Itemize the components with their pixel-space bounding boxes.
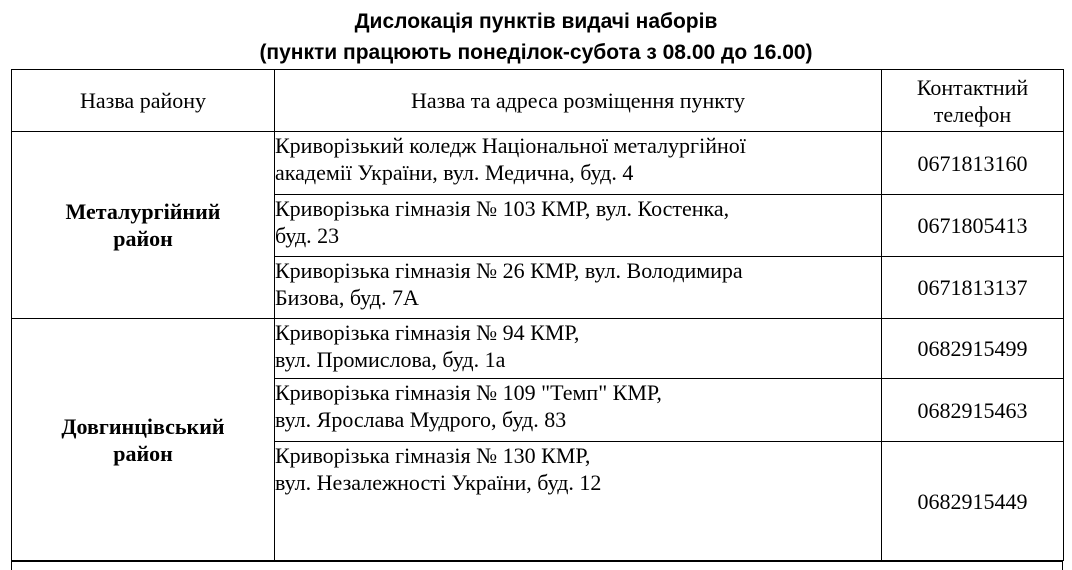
address-line2: вул. Ярослава Мудрого, буд. 83 (275, 407, 567, 432)
address-line1: Криворізька гімназія № 103 КМР, вул. Костенка, (275, 196, 730, 221)
address-cell (275, 319, 882, 379)
table-row (12, 319, 1064, 379)
phone-cell: 0682915463 (882, 379, 1064, 442)
address-line1: Криворізька гімназія № 109 "Темп" КМР, (275, 380, 662, 405)
page-subtitle: (пункти працюють понеділок-субота з 08.00 до 16.00) (259, 41, 813, 64)
phone-cell: 0682915449 (882, 442, 1064, 561)
district-name-line1: Металургійний (65, 199, 221, 224)
address-line2: буд. 23 (275, 223, 340, 248)
address-line2: Бизова, буд. 7А (275, 285, 419, 310)
next-table-border-left (11, 561, 12, 570)
address-cell (275, 195, 882, 257)
phone-cell: 0671805413 (882, 195, 1064, 257)
distribution-points-table (11, 69, 1064, 561)
district-name-line2: район (113, 226, 173, 251)
header-row (12, 70, 1064, 132)
header-district: Назва району (12, 70, 275, 132)
address-line1: Криворізька гімназія № 94 КМР, (275, 320, 580, 345)
district-name-line2: район (113, 440, 173, 466)
table-row (12, 132, 1064, 195)
header-phone (882, 70, 1064, 132)
address-line2: академії України, вул. Медична, буд. 4 (275, 160, 634, 185)
phone-cell: 0682915499 (882, 319, 1064, 379)
address-line1: Криворізька гімназія № 130 КМР, (275, 443, 591, 468)
address-line1: Криворізький коледж Національної металургійної (275, 133, 746, 158)
next-table-border-right (1062, 561, 1063, 570)
header-phone-line1: Контактний (916, 74, 1029, 100)
phone-cell: 0671813137 (882, 257, 1064, 319)
header-address: Назва та адреса розміщення пункту (275, 70, 882, 132)
address-cell (275, 132, 882, 195)
address-cell (275, 257, 882, 319)
address-line1: Криворізька гімназія № 26 КМР, вул. Володимира (275, 258, 743, 283)
header-phone-line2: телефон (933, 101, 1012, 127)
district-name-line1: Довгинцівський (61, 413, 225, 439)
phone-cell: 0671813160 (882, 132, 1064, 195)
next-table-border (11, 561, 1063, 562)
page-title: Дислокація пунктів видачі наборів (354, 10, 718, 33)
address-line2: вул. Промислова, буд. 1а (275, 347, 506, 372)
address-line2: вул. Незалежності України, буд. 12 (275, 470, 602, 495)
address-cell (275, 442, 882, 561)
district-cell-dovhyntsivskyi (12, 319, 275, 561)
address-cell (275, 379, 882, 442)
district-cell-metalurhiinyi (12, 132, 275, 319)
